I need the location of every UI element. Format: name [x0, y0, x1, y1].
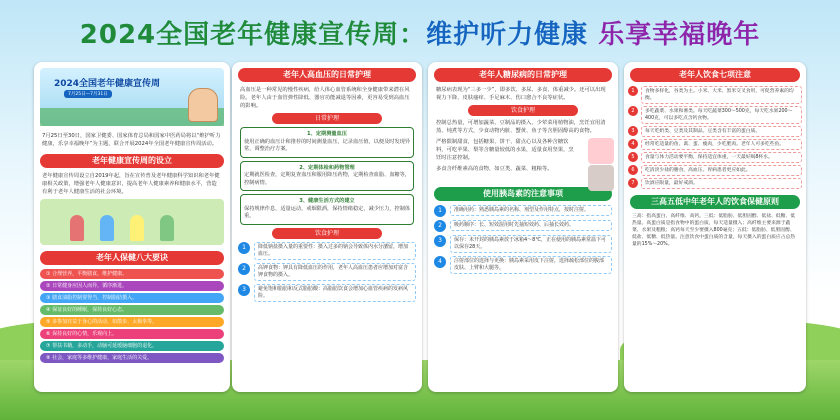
panel-hypertension [232, 62, 422, 392]
diet-text: 降低钠盐摄入量的重要性：摄入过多的钠会导致体内水分潴留，增加血压。 [254, 242, 416, 260]
diet-item [238, 263, 416, 281]
tip-item: ② 日常健身应因人而异，循序渐进。 [40, 281, 224, 291]
hero-title: 2024全国老年健康宣传周 [54, 79, 161, 89]
tip-item: ⑤ 多参加有益于身心的活动，如散步、太极拳等。 [40, 317, 224, 327]
diet-item [238, 284, 416, 302]
rule-text: 食量与体力活动要平衡，保持适宜体重，一天最好喝8杯水。 [641, 152, 802, 163]
rule-text: 多吃蔬菜、水果和薯类。每天吃蔬菜300～500克，每天吃水果200～400克，可以多吃点含钙食物。 [641, 106, 802, 124]
care-item-title: 2、定期体检和药物管理 [299, 164, 355, 171]
care-item-text: 定期就医检查，定期复查血压和服用降压药物，定期检查血脂、血糖等，控制病情。 [244, 172, 411, 186]
banner-part1: 2024全国老年健康宣传周： [79, 20, 427, 50]
figure-1 [70, 215, 84, 241]
principle-text: 三高：指高蛋白、高纤维、高钙。三低：低脂肪、低胆固醇、低盐、低糖、低热量。高蛋白质是指食物中的蛋白质，每天适量摄入；高纤维主要来源于蔬菜、水果及粗粮；高钙每天至少要摄入800毫克；五低：低脂肪、低胆固醇、低盐、低糖、低热量。注意饮食中蛋白质的含量，每天摄入的蛋白质应占总热量的15%～20%。 [632, 214, 796, 247]
care-item-title: 3、健康生活方式的建立 [299, 198, 355, 204]
tip-item: ① 合理营养，平衡膳食，维护健康。 [40, 269, 224, 279]
diet-number: 1 [238, 242, 250, 254]
elderly-couple-illustration [188, 88, 218, 122]
insulin-number: 1 [434, 205, 446, 217]
rule-number: 2 [628, 106, 638, 116]
panel-header: 老年人高血压的日常护理 [238, 68, 416, 82]
banner-title [0, 14, 840, 51]
figure-3 [130, 215, 144, 241]
care-item-text: 使用正确的血压计和推荐的时间测量血压，记录血压值，以便及时发现异常，调整治疗方案。 [244, 138, 411, 152]
rule-text: 经常吃适量的鱼、禽、蛋、瘦肉，少吃肥肉。老年人可多吃些鱼。 [641, 139, 802, 150]
tai-chi-illustration [40, 199, 224, 245]
rule-text: 吃清淡少盐的膳食，高血压、胃病患者更应如此。 [641, 165, 802, 176]
panel-intro [34, 62, 230, 392]
section-header-setup: 老年健康宣传周的设立 [40, 154, 224, 168]
diet-text: 控制总热量，可增加蔬菜、豆制品的摄入，少荤菜用植物油，烹饪宜用清蒸、炖煮等方式，少食动物内脏、蟹黄、鱼子等含胆固醇高的食物。 [436, 120, 606, 134]
banner-part3: 乐享幸福晚年 [598, 20, 761, 50]
hero-date: 7月25日—7月31日 [64, 90, 112, 98]
diet-rule [628, 178, 802, 189]
diet-text: 避免饱和脂肪和反式脂肪酸：高脂肪饮食会增加心血管疾病的发病风险。 [254, 284, 416, 302]
diet-number: 3 [238, 284, 250, 296]
rule-number: 1 [628, 86, 638, 96]
rule-text: 食物多样化，谷类为主。小米、大米、黑米交叉食用，可促营养素的均衡。 [641, 86, 802, 104]
rule-number: 7 [628, 178, 638, 188]
figure-4 [160, 215, 174, 241]
tip-item: ④ 保证良好的睡眠，保持良好心态。 [40, 305, 224, 315]
sub-header-diet: 饮食护理 [468, 105, 578, 116]
tip-item: ⑦ 帮扶书籍，多动手，动脑可延缓脑细胞的退化。 [40, 341, 224, 351]
tip-item: ⑥ 保持良好的心情，乐观向上。 [40, 329, 224, 339]
diet-text: 多食含纤维素高的食物，如豆类、蔬菜、粗粮等。 [436, 166, 553, 172]
figure-2 [100, 215, 114, 241]
insulin-item [434, 256, 612, 274]
rule-number: 6 [628, 165, 638, 175]
insulin-text: 准确用药：熟悉胰岛素的名称、剂型及作用特点，按时注射。 [450, 205, 612, 216]
rule-number: 4 [628, 139, 638, 149]
grains-illustration [588, 165, 614, 191]
rule-text: 每天吃奶类、豆类及其制品。豆类含有丰富的蛋白质。 [641, 126, 802, 137]
care-item-title: 1、定期测量血压 [307, 131, 347, 137]
insulin-item [434, 220, 612, 232]
banner-part2: 维护听力健康 [426, 20, 589, 50]
section-header-tips: 老年人保健八大要诀 [40, 251, 224, 265]
diet-rule [628, 126, 802, 137]
sub-header-insulin: 使用胰岛素的注意事项 [434, 187, 612, 201]
diet-rule [628, 152, 802, 163]
diet-number: 2 [238, 263, 250, 275]
panel-header: 老年人糖尿病的日常护理 [434, 68, 612, 82]
sub-header-principle: 三高五低中年老年人的饮食保健原则 [630, 195, 800, 209]
panel-diet [624, 62, 806, 392]
diet-rule [628, 165, 802, 176]
insulin-text: 注射部位的选择与更换：胰岛素采用皮下注射，选择疏松部位的腹部皮肤、上臂和大腿等。 [450, 256, 612, 274]
insulin-item [434, 205, 612, 217]
setup-text: 老年健康宣传周设立自2019年起，旨在宣传普及老年健康科学知识和老年健康相关政策，增强老年人健康意识，提高老年人健康素养和健康水平，营造有利于老年人健康生活的社会环境。 [42, 173, 220, 195]
sub-header-diet-care: 饮食护理 [272, 228, 382, 239]
hero-image [40, 68, 224, 126]
diet-text: 高钾食物：钾具有降低血压的作用，老年人高血压患者应增加对富含钾食物的摄入。 [254, 263, 416, 281]
diet-item [238, 242, 416, 260]
panel-intro-text: 糖尿病表现为“三多一少”，即多饮、多尿、多食、体重减少。还可以出现视力下降、皮肤瘙痒、手足麻木、伤口愈合不良等症状。 [436, 87, 606, 101]
insulin-text: 保存：未开封的胰岛素放于冰箱4～8℃，正在使用的胰岛素常温下可以保存28天。 [450, 235, 612, 253]
intro-text: 7月25日至30日，国家卫健委、国家体育总局和国家中医药局将以“维护听力健康，乐享幸福晚年”为主题，联合开展2024年全国老年健康宣传周活动。 [42, 133, 221, 147]
panel-diabetes [428, 62, 618, 392]
diet-rule [628, 139, 802, 150]
care-item-text: 保持规律作息，适量运动，戒烟限酒，保持情绪稳定，减少压力，控制体重。 [244, 205, 411, 219]
rule-number: 3 [628, 126, 638, 136]
tip-item: ⑧ 社会，家庭等多维护健康，家庭生活的关爱。 [40, 353, 224, 363]
insulin-number: 2 [434, 220, 446, 232]
rule-number: 5 [628, 152, 638, 162]
rule-text: 饮酒应限量，最好戒酒。 [641, 178, 802, 189]
candy-illustration [588, 138, 614, 164]
diet-text: 严格限制甜食，包括糖果、饼干、甜点心以及各种含糖饮料，可吃苹果、梨等含糖量较低的水果，适量食用坚果，烹饪时注意控制。 [436, 139, 574, 161]
insulin-item [434, 235, 612, 253]
diet-rule [628, 86, 802, 104]
diet-rule [628, 106, 802, 124]
sub-header-daily-care: 日常护理 [272, 113, 382, 124]
insulin-number: 4 [434, 256, 446, 268]
insulin-number: 3 [434, 235, 446, 247]
insulin-text: 吸药顺序：长、短效混用时先抽短效药、后抽长效药。 [450, 220, 612, 231]
tip-item: ③ 膳食油脂控制要得当，控制脂肪摄入。 [40, 293, 224, 303]
panel-intro-text: 高血压是一种常见的慢性疾病，给人体心血管系统和全身健康带来潜在风险。老年人由于血管弹性降低、器官功能减退等因素，更容易受到高血压的影响。 [240, 87, 410, 109]
panel-header: 老年人饮食七项注意 [630, 68, 800, 82]
